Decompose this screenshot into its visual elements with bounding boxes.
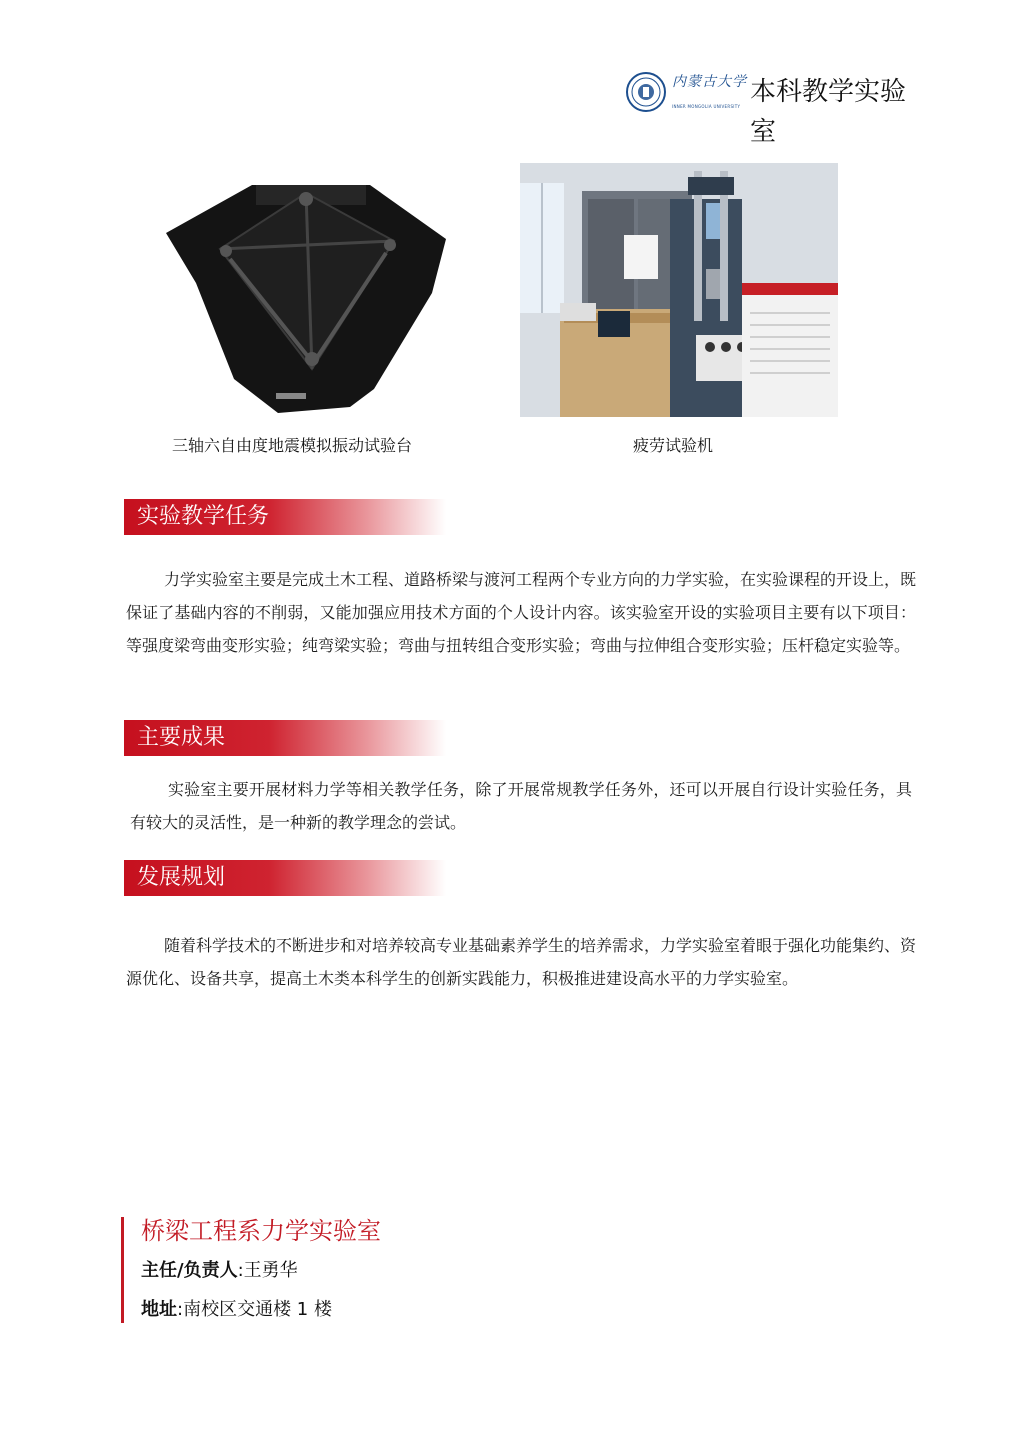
university-logo (626, 70, 907, 147)
address-value: 南校区交通楼 1 楼 (183, 1299, 332, 1320)
footer-address (141, 1297, 332, 1323)
section-body-development-plan: 随着科学技术的不断进步和对培养较高专业基础素养学生的培养需求，力学实验室着眼于强化功能集约、资源优化、设备共享，提高土木类本科学生的创新实践能力，积极推进建设高水平的力学实验室。 (126, 936, 917, 988)
address-separator: : (177, 1299, 184, 1320)
footer-director (141, 1258, 298, 1284)
logo-latin-text: INNER MONGOLIA UNIVERSITY (672, 104, 741, 109)
section-title: 主要成果 (137, 725, 226, 750)
address-label: 地址 (141, 1299, 177, 1320)
section-banner-main-results (124, 720, 446, 756)
logo-script-text: 内蒙古大学 (672, 74, 747, 90)
university-seal-icon (626, 72, 666, 112)
section-title: 实验教学任务 (137, 504, 270, 529)
lab-category-title: 本科教学实验室 (750, 77, 907, 147)
footer-lab-name: 桥梁工程系力学实验室 (141, 1217, 381, 1245)
director-label: 主任/负责人 (141, 1260, 238, 1281)
photo-caption-fatigue-machine: 疲劳试验机 (633, 436, 714, 455)
section-title: 发展规划 (137, 865, 226, 890)
shake-table-photo (160, 163, 452, 421)
section-body-main-results: 实验室主要开展材料力学等相关教学任务，除了开展常规教学任务外，还可以开展自行设计实验任务，具有较大的灵活性，是一种新的教学理念的尝试。 (130, 780, 912, 832)
director-value: 王勇华 (243, 1260, 298, 1281)
fatigue-testing-machine-photo (520, 163, 838, 417)
section-body-teaching-tasks: 力学实验室主要是完成土木工程、道路桥梁与渡河工程两个专业方向的力学实验，在实验课程的开设上，既保证了基础内容的不削弱，又能加强应用技术方面的个人设计内容。该实验室开设的实验项目主要有以下项目：等强度梁弯曲变形实验；纯弯梁实验；弯曲与扭转组合变形实验；弯曲与拉伸组合变形实验；压杆稳定实验等。 (126, 570, 917, 655)
director-separator: : (237, 1260, 244, 1281)
footer-accent-bar (121, 1217, 124, 1323)
photo-caption-shake-table: 三轴六自由度地震模拟振动试验台 (172, 436, 413, 455)
section-banner-development-plan (124, 860, 446, 896)
section-banner-teaching-tasks (124, 499, 446, 535)
